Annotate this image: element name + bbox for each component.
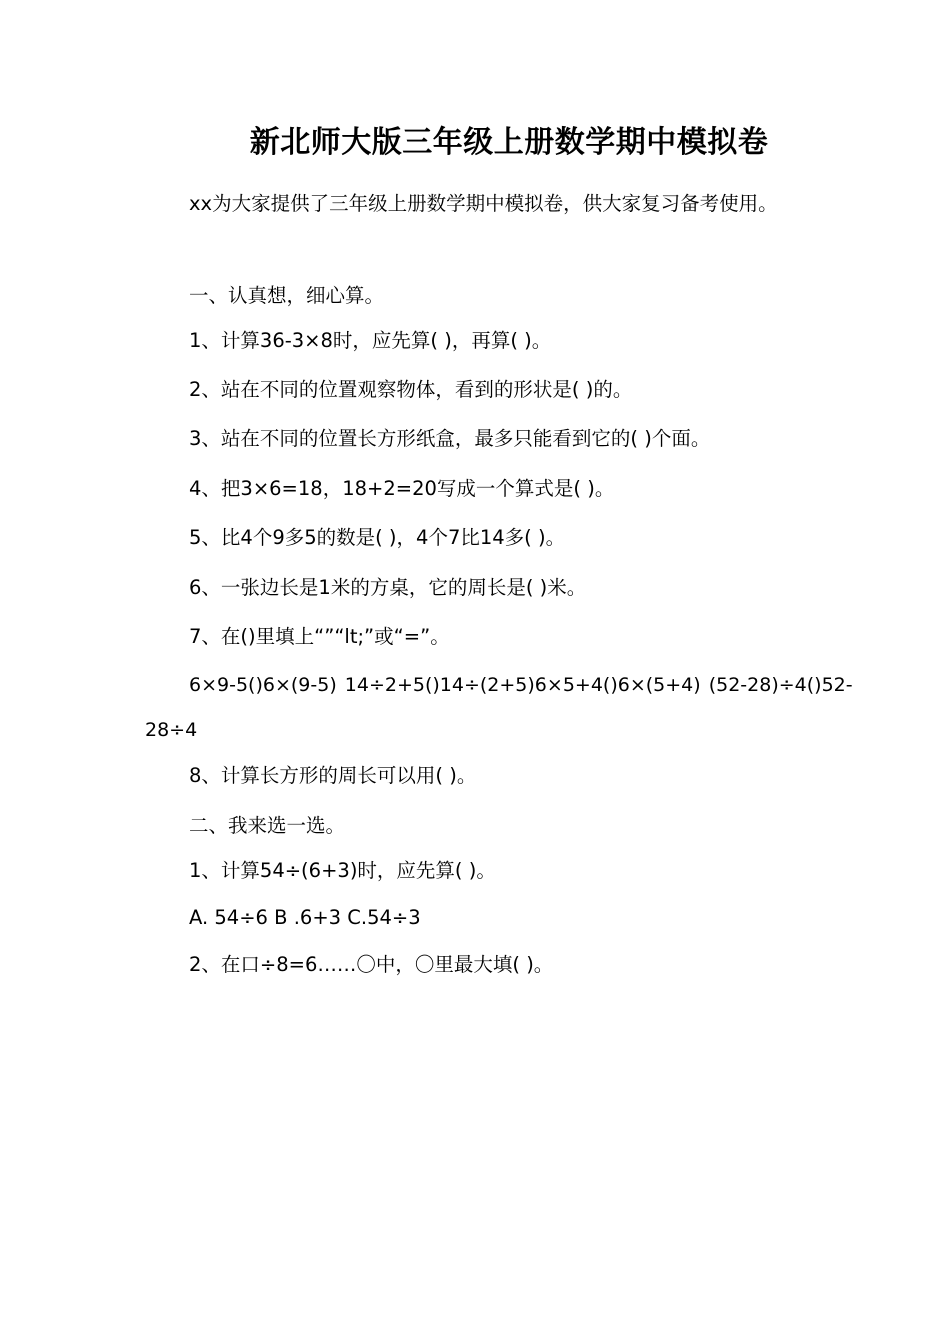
question-1-5: 5、比4个9多5的数是( )，4个7比14多( )。 [189, 526, 566, 549]
question-1-4: 4、把3×6=18，18+2=20写成一个算式是( )。 [189, 477, 615, 500]
comparison-expressions-continued: 28÷4 [145, 719, 198, 741]
question-1-8: 8、计算长方形的周长可以用( )。 [189, 764, 477, 787]
question-1-1: 1、计算36-3×8时，应先算( )，再算( )。 [189, 329, 552, 352]
section-1-heading: 一、认真想，细心算。 [189, 284, 385, 307]
question-1-3: 3、站在不同的位置长方形纸盒，最多只能看到它的( )个面。 [189, 427, 711, 450]
section-2-heading: 二、我来选一选。 [189, 814, 346, 837]
comparison-expressions: 6×9-5()6×(9-5) 14÷2+5()14÷(2+5)6×5+4()6×(5+4) (52-28)÷4()52- [189, 674, 853, 696]
question-2-1-options: A. 54÷6 B .6+3 C.54÷3 [189, 906, 421, 929]
question-1-2: 2、站在不同的位置观察物体，看到的形状是( )的。 [189, 378, 633, 401]
question-2-1: 1、计算54÷(6+3)时，应先算( )。 [189, 859, 496, 882]
question-2-2: 2、在口÷8=6……〇中，〇里最大填( )。 [189, 953, 554, 976]
question-1-6: 6、一张边长是1米的方桌，它的周长是( )米。 [189, 576, 587, 599]
question-1-7: 7、在()里填上“”“lt;”或“=”。 [189, 625, 450, 648]
document-title: 新北师大版三年级上册数学期中模拟卷 [249, 125, 769, 160]
intro-paragraph: xx为大家提供了三年级上册数学期中模拟卷，供大家复习备考使用。 [189, 192, 778, 215]
